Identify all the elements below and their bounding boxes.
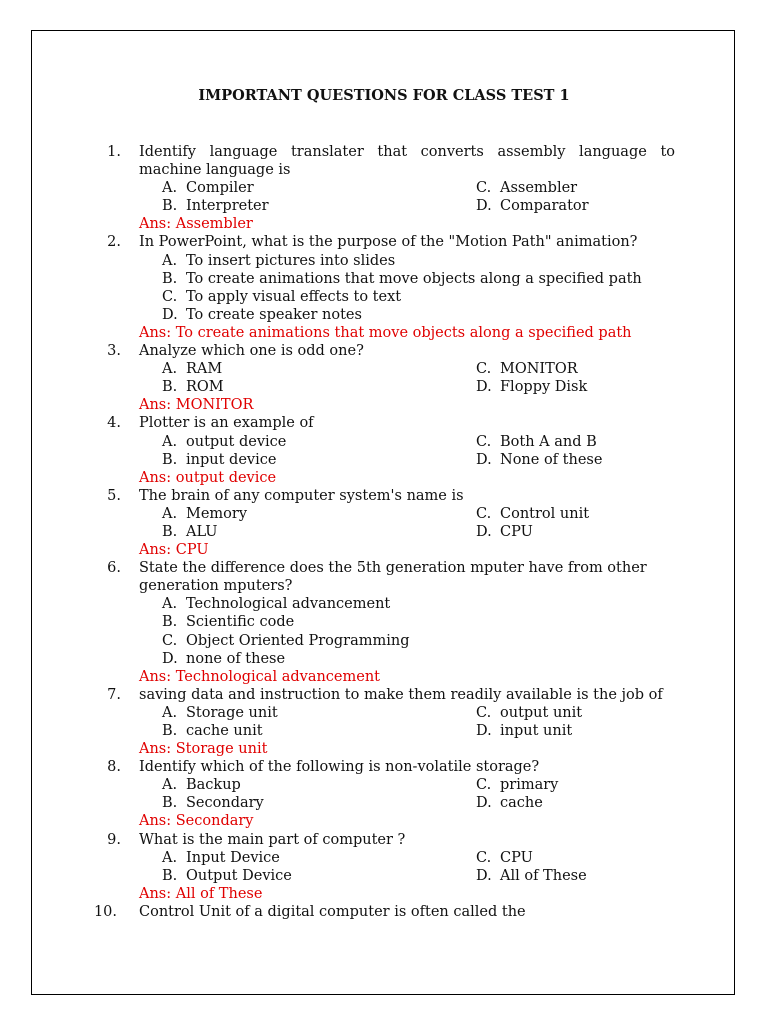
- option-label: A.: [162, 361, 178, 378]
- option-item: [162, 722, 476, 740]
- option-label: C.: [476, 777, 492, 794]
- answer-text: Ans: All of These: [139, 885, 263, 902]
- option-label: B.: [162, 270, 178, 287]
- question-item: [0, 487, 768, 559]
- option-label: C.: [476, 505, 492, 522]
- option-text: MONITOR: [500, 361, 578, 378]
- option-text: input unit: [500, 723, 573, 739]
- option-label: D.: [476, 795, 492, 812]
- option-item: [476, 704, 746, 722]
- options-list: [0, 360, 768, 396]
- option-item: [476, 433, 746, 451]
- option-text: cache: [500, 795, 543, 812]
- option-text: Interpreter: [186, 198, 269, 215]
- options-list: [0, 849, 768, 885]
- option-label: A.: [162, 180, 178, 197]
- option-label: C.: [476, 704, 492, 721]
- option-label: B.: [162, 198, 178, 215]
- answer-text: Ans: To create animations that move objects along a specified path: [139, 324, 632, 341]
- option-text: To create animations that move objects along a specified path: [186, 270, 642, 287]
- question-text: State the difference does the 5th generation mputer have from other generation mputers?: [139, 560, 647, 595]
- question-number: 4.: [107, 415, 121, 432]
- question-text: Plotter is an example of: [139, 415, 314, 432]
- answer-text: Ans: Storage unit: [139, 741, 268, 758]
- option-text: Assembler: [500, 180, 578, 197]
- option-item: [476, 360, 746, 378]
- option-text: Compiler: [186, 180, 254, 197]
- option-text: To insert pictures into slides: [186, 252, 396, 269]
- option-item: [162, 523, 476, 541]
- option-label: A.: [162, 849, 178, 866]
- option-label: D.: [476, 723, 492, 739]
- option-label: B.: [162, 795, 178, 812]
- question-item: [0, 831, 768, 903]
- question-text: saving data and instruction to make them readily available is the job of: [139, 686, 663, 703]
- option-item: [162, 378, 476, 396]
- option-text: ALU: [186, 523, 218, 540]
- question-number: 5.: [107, 487, 121, 504]
- option-text: Floppy Disk: [500, 379, 588, 396]
- option-label: D.: [476, 867, 492, 884]
- option-text: Both A and B: [500, 433, 597, 450]
- option-text: Object Oriented Programming: [186, 632, 410, 649]
- option-item: [476, 505, 746, 523]
- question-text: In PowerPoint, what is the purpose of the "Motion Path" animation?: [139, 234, 638, 251]
- option-text: input device: [186, 451, 277, 468]
- option-text: CPU: [500, 849, 533, 866]
- option-text: output device: [186, 433, 287, 450]
- options-list: [0, 252, 768, 324]
- option-text: primary: [500, 777, 559, 794]
- question-text: Analyze which one is odd one?: [139, 343, 364, 360]
- option-label: C.: [162, 288, 178, 305]
- option-item: [162, 650, 762, 668]
- option-label: C.: [476, 849, 492, 866]
- option-item: [476, 197, 746, 215]
- option-item: [162, 451, 476, 469]
- option-label: A.: [162, 777, 178, 794]
- option-item: [162, 505, 476, 523]
- option-label: B.: [162, 379, 178, 396]
- option-item: [162, 179, 476, 197]
- option-item: [476, 722, 746, 740]
- options-list: [0, 776, 768, 812]
- option-item: [162, 849, 476, 867]
- question-number: 7.: [107, 686, 121, 703]
- option-label: D.: [162, 306, 178, 323]
- question-number: 8.: [107, 759, 121, 776]
- option-text: To apply visual effects to text: [186, 288, 402, 305]
- question-text: What is the main part of computer ?: [139, 831, 406, 848]
- option-text: RAM: [186, 361, 223, 378]
- option-label: A.: [162, 505, 178, 522]
- question-item: [0, 758, 768, 830]
- option-label: C.: [476, 433, 492, 450]
- option-text: ROM: [186, 379, 224, 396]
- option-label: C.: [476, 361, 492, 378]
- option-text: CPU: [500, 523, 533, 540]
- option-label: A.: [162, 252, 178, 269]
- question-item: [0, 559, 768, 686]
- option-text: To create speaker notes: [186, 306, 362, 323]
- option-text: All of These: [500, 867, 587, 884]
- option-text: Memory: [186, 505, 248, 522]
- question-item: [0, 143, 768, 233]
- option-item: [476, 378, 746, 396]
- question-text: Control Unit of a digital computer is often called the: [139, 903, 526, 920]
- option-text: none of these: [186, 650, 286, 667]
- options-list: [0, 433, 768, 469]
- question-number: 6.: [107, 560, 121, 577]
- option-label: D.: [162, 650, 178, 667]
- question-text: Identify which of the following is non-volatile storage?: [139, 759, 540, 776]
- option-label: B.: [162, 723, 178, 739]
- option-item: [162, 794, 476, 812]
- option-text: Output Device: [186, 867, 292, 884]
- option-label: D.: [476, 451, 492, 468]
- option-item: [476, 794, 746, 812]
- option-text: output unit: [500, 704, 583, 721]
- option-label: B.: [162, 867, 178, 884]
- option-item: [162, 270, 762, 288]
- option-item: [476, 867, 746, 885]
- question-text: The brain of any computer system's name is: [139, 487, 464, 504]
- option-item: [162, 595, 762, 613]
- question-list: [0, 143, 768, 921]
- option-item: [162, 252, 762, 270]
- document-title: IMPORTANT QUESTIONS FOR CLASS TEST 1: [198, 87, 570, 104]
- option-item: [162, 632, 762, 650]
- option-text: None of these: [500, 451, 603, 468]
- answer-text: Ans: MONITOR: [139, 397, 254, 414]
- option-text: Technological advancement: [186, 596, 391, 613]
- option-label: D.: [476, 523, 492, 540]
- option-label: B.: [162, 614, 178, 631]
- option-label: A.: [162, 433, 178, 450]
- options-list: [0, 595, 768, 667]
- question-number: 10.: [93, 903, 117, 920]
- answer-text: Ans: CPU: [139, 542, 209, 559]
- option-text: Scientific code: [186, 614, 295, 631]
- option-item: [162, 433, 476, 451]
- question-item: [0, 686, 768, 758]
- options-list: [0, 505, 768, 541]
- option-label: B.: [162, 523, 178, 540]
- option-item: [476, 523, 746, 541]
- option-text: Storage unit: [186, 704, 278, 721]
- option-item: [162, 776, 476, 794]
- question-number: 1.: [107, 144, 121, 160]
- option-item: [162, 306, 762, 324]
- answer-text: Ans: Technological advancement: [139, 668, 380, 685]
- answer-text: Ans: output device: [139, 469, 277, 486]
- question-number: 9.: [107, 831, 121, 848]
- option-item: [476, 451, 746, 469]
- answer-text: Ans: Secondary: [139, 813, 254, 830]
- question-text: Identify language translater that converts assembly language to machine language is: [139, 144, 675, 179]
- option-text: cache unit: [186, 723, 263, 739]
- option-item: [162, 288, 762, 306]
- question-number: 3.: [107, 343, 121, 360]
- options-list: [0, 704, 768, 740]
- option-item: [476, 849, 746, 867]
- question-item: [0, 233, 768, 342]
- option-label: A.: [162, 596, 178, 613]
- options-list: [0, 179, 768, 215]
- option-label: C.: [476, 180, 492, 197]
- option-item: [476, 179, 746, 197]
- answer-text: Ans: Assembler: [139, 216, 253, 233]
- option-item: [162, 613, 762, 631]
- question-number: 2.: [107, 234, 121, 251]
- option-text: Input Device: [186, 849, 280, 866]
- option-label: B.: [162, 451, 178, 468]
- option-text: Secondary: [186, 795, 264, 812]
- option-text: Comparator: [500, 198, 589, 215]
- question-item: [0, 342, 768, 414]
- question-item: [0, 414, 768, 486]
- option-item: [476, 776, 746, 794]
- question-item: [0, 903, 768, 921]
- option-text: Control unit: [500, 505, 590, 522]
- option-text: Backup: [186, 777, 241, 794]
- option-label: A.: [162, 704, 178, 721]
- option-item: [162, 704, 476, 722]
- option-item: [162, 867, 476, 885]
- option-item: [162, 197, 476, 215]
- option-label: C.: [162, 632, 178, 649]
- option-item: [162, 360, 476, 378]
- option-label: D.: [476, 379, 492, 396]
- option-label: D.: [476, 198, 492, 215]
